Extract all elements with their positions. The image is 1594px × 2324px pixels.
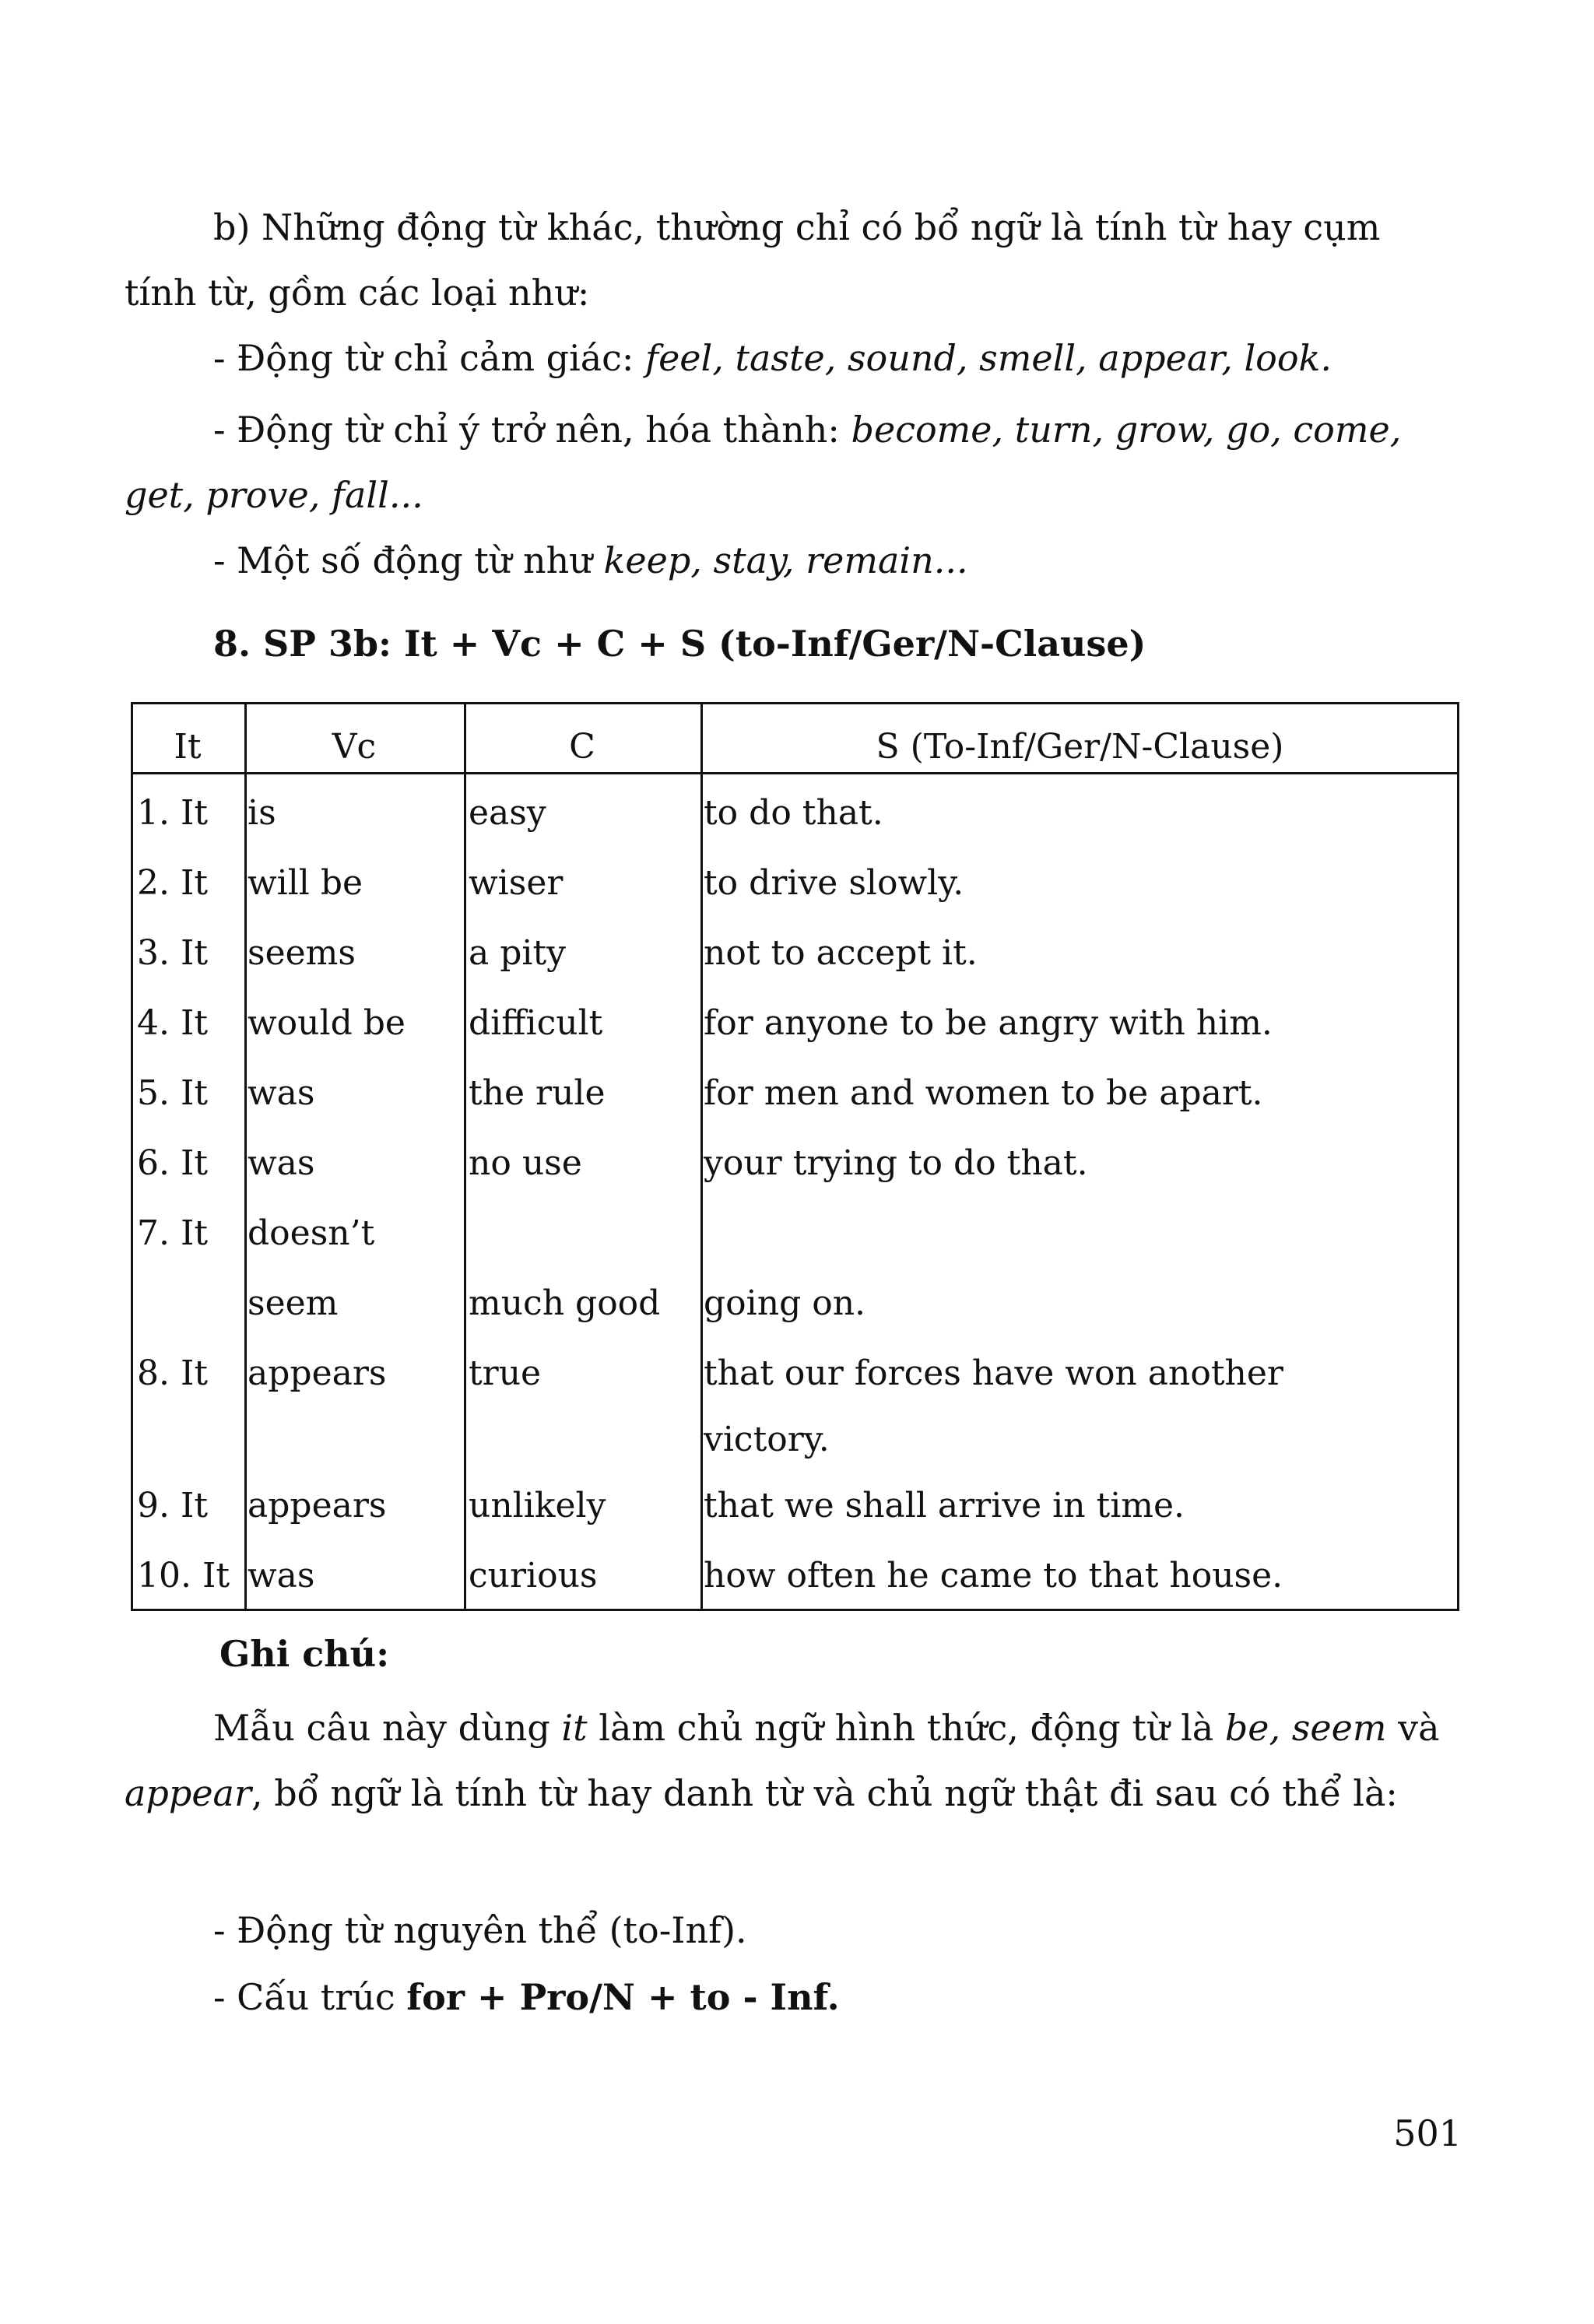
cell-s: going on. [704, 1283, 866, 1323]
cell-vc: is [248, 793, 276, 833]
cell-s: for men and women to be apart. [704, 1073, 1263, 1113]
note-text: làm chủ ngữ hình thức, động từ là [587, 1707, 1225, 1749]
note-term-seem: seem [1291, 1707, 1387, 1749]
cell-vc: appears [248, 1486, 387, 1525]
cell-it: 2. It [137, 863, 209, 903]
header-it: It [174, 727, 202, 767]
cell-s: not to accept it. [704, 933, 978, 973]
note-text: Mẫu câu này dùng [213, 1707, 562, 1749]
intro-item-become-verbs [125, 397, 1463, 528]
cell-vc: seem [248, 1283, 339, 1323]
cell-vc: was [248, 1143, 315, 1183]
cell-s: to drive slowly. [704, 863, 964, 903]
cell-it: 5. It [137, 1073, 209, 1113]
column-divider [700, 702, 703, 1611]
intro-item-sensation-verbs [213, 325, 1332, 391]
cell-c: difficult [469, 1003, 603, 1043]
item-words: feel, taste, sound, smell, appear, look. [645, 337, 1332, 379]
item-words: become, turn, grow, go, come, get, prove, fall... [125, 409, 1402, 516]
cell-s: victory. [704, 1420, 830, 1459]
note-text: , bổ ngữ là tính từ hay danh từ và chủ ngữ thật đi sau có thể là: [251, 1772, 1398, 1814]
cell-vc: doesn’t [248, 1213, 375, 1253]
note-term-it: it [561, 1707, 588, 1749]
note-title: Ghi chú: [219, 1633, 390, 1675]
cell-vc: appears [248, 1353, 387, 1393]
note-bullet-for-structure [213, 1964, 840, 2030]
note-paragraph [125, 1695, 1463, 1826]
cell-it: 4. It [137, 1003, 209, 1043]
cell-it: 3. It [137, 933, 209, 973]
cell-vc: seems [248, 933, 356, 973]
cell-s: your trying to do that. [704, 1143, 1088, 1183]
header-divider [131, 772, 1459, 774]
note-term-appear: appear [125, 1772, 251, 1814]
cell-c: wiser [469, 863, 564, 903]
header-c: C [569, 727, 595, 767]
cell-s: how often he came to that house. [704, 1556, 1283, 1596]
cell-c: the rule [469, 1073, 606, 1113]
cell-c: much good [469, 1283, 661, 1323]
cell-c: no use [469, 1143, 582, 1183]
cell-c: true [469, 1353, 542, 1393]
cell-it: 1. It [137, 793, 209, 833]
cell-s: that we shall arrive in time. [704, 1486, 1185, 1525]
cell-c: a pity [469, 933, 566, 973]
note-bullet-to-inf: - Động từ nguyên thể (to-Inf). [213, 1909, 747, 1951]
cell-it: 9. It [137, 1486, 209, 1525]
pattern-table [131, 702, 1459, 1611]
page-number: 501 [1393, 2112, 1462, 2154]
note-text: và [1386, 1707, 1440, 1749]
cell-c: curious [469, 1556, 598, 1596]
column-divider [244, 702, 247, 1611]
note-term-be: be, [1224, 1707, 1281, 1749]
header-s: S (To-Inf/Ger/N-Clause) [876, 727, 1284, 767]
item-prefix: - Động từ chỉ cảm giác: [213, 337, 646, 379]
cell-s: to do that. [704, 793, 883, 833]
cell-c: easy [469, 793, 546, 833]
cell-vc: was [248, 1073, 315, 1113]
intro-item-keep-verbs [213, 528, 968, 593]
section-heading: 8. SP 3b: It + Vc + C + S (to-Inf/Ger/N-Clause) [213, 623, 1146, 665]
cell-s: for anyone to be angry with him. [704, 1003, 1273, 1043]
item-prefix: - Một số động từ như [213, 539, 604, 581]
cell-vc: will be [248, 863, 363, 903]
intro-paragraph: b) Những động từ khác, thường chỉ có bổ ngữ là tính từ hay cụm tính từ, gồm các loại như: [125, 206, 1381, 314]
bullet-prefix: - Cấu trúc [213, 1976, 407, 2018]
cell-it: 8. It [137, 1353, 209, 1393]
cell-it: 7. It [137, 1213, 209, 1253]
item-prefix: - Động từ chỉ ý trở nên, hóa thành: [213, 409, 851, 451]
cell-it: 6. It [137, 1143, 209, 1183]
column-divider [464, 702, 466, 1611]
cell-c: unlikely [469, 1486, 606, 1525]
cell-vc: would be [248, 1003, 406, 1043]
cell-vc: was [248, 1556, 315, 1596]
item-words: keep, stay, remain... [603, 539, 968, 581]
header-vc: Vc [332, 727, 377, 767]
cell-it: 10. It [137, 1556, 230, 1596]
bullet-structure: for + Pro/N + to - Inf. [406, 1976, 840, 2018]
cell-s: that our forces have won another [704, 1353, 1283, 1393]
